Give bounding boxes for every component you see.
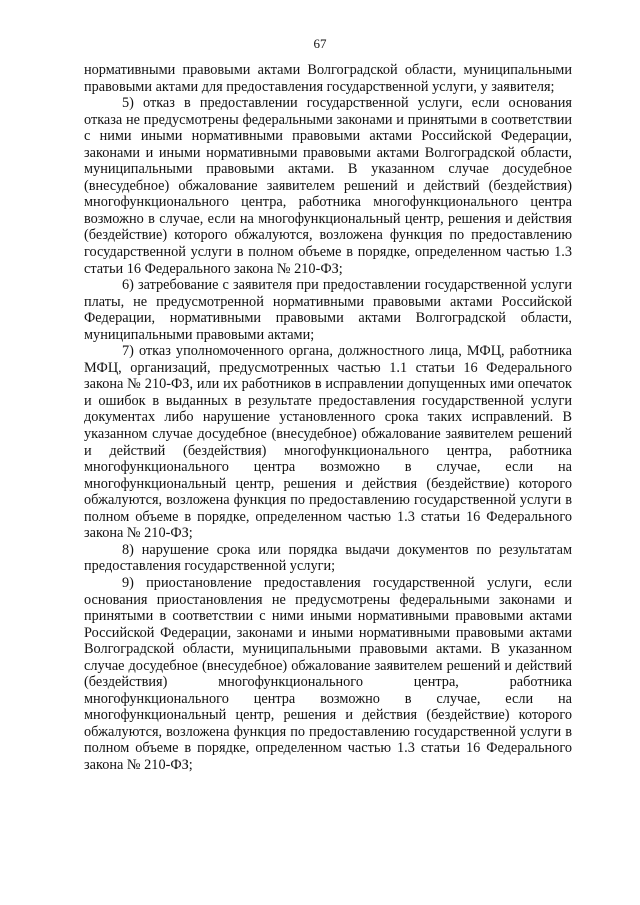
paragraph-item-7: 7) отказ уполномоченного органа, должностного лица, МФЦ, работника МФЦ, организаций, предусмотренных частью 1.1 статьи 16 Федерального закона № 210-ФЗ, или их работников в исправлении допущенных ими опечаток и ошибок в выданных в результате предоставления государственной услуги документах либо нарушение установленного срока таких исправлений. В указанном случае досудебное (внесудебное) обжалование заявителем решений и действий (бездействия) многофункционального центра, работника многофункционального центра возможно в случае, если на многофункциональный центр, решения и действия (бездействие) которого обжалуются, возложена функция по предоставлению государственной услуги в полном объеме в порядке, определенном частью 1.3 статьи 16 Федерального закона № 210-ФЗ;	[84, 343, 572, 542]
page-number: 67	[313, 36, 327, 51]
paragraph-item-9: 9) приостановление предоставления государственной услуги, если основания приостановления не предусмотрены федеральными законами и принятыми в соответствии с ними иными нормативными правовыми актами Российской Федерации, законами и иными нормативными правовыми актами Волгоградской области, муниципальными правовыми актами. В указанном случае досудебное (внесудебное) обжалование заявителем решений и действий (бездействия) многофункционального центра, работника многофункционального центра возможно в случае, если на многофункциональный центр, решения и действия (бездействие) которого обжалуются, возложена функция по предоставлению государственной услуги в полном объеме в порядке, определенном частью 1.3 статьи 16 Федерального закона № 210-ФЗ;	[84, 574, 572, 773]
document-body	[84, 62, 572, 774]
paragraph-item-5: 5) отказ в предоставлении государственной услуги, если основания отказа не предусмотрены федеральными законами и принятыми в соответствии с ними иными нормативными правовыми актами Российской Федерации, законами и иными нормативными правовыми актами Волгоградской области, муниципальными правовыми актами. В указанном случае досудебное (внесудебное) обжалование заявителем решений и действий (бездействия) многофункционального центра, работника многофункционального центра возможно в случае, если на многофункциональный центр, решения и действия (бездействие) которого обжалуются, возложена функция по предоставлению государственной услуги в полном объеме в порядке, определенном частью 1.3 статьи 16 Федерального закона № 210-ФЗ;	[84, 95, 572, 277]
paragraph-continuation: нормативными правовыми актами Волгоградской области, муниципальными правовыми актами для предоставления государственной услуги, у заявителя;	[84, 62, 572, 95]
paragraph-item-6: 6) затребование с заявителя при предоставлении государственной услуги платы, не предусмотренной нормативными правовыми актами Российской Федерации, нормативными правовыми актами Волгоградской области, муниципальными правовыми актами;	[84, 277, 572, 343]
paragraph-item-8: 8) нарушение срока или порядка выдачи документов по результатам предоставления государственной услуги;	[84, 541, 572, 575]
